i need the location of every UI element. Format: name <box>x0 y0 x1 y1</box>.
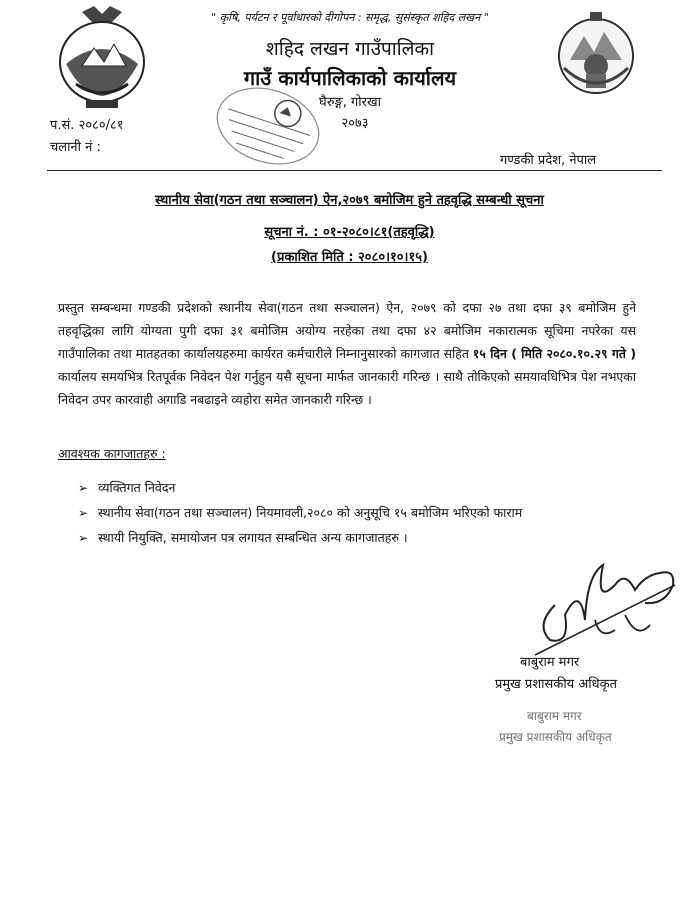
motto-text: " कृषि, पर्यटन र पूर्वाधारको दीगोपन : समृद्ध, सुसंस्कृत शहिद लखन " <box>211 11 489 24</box>
office-address: घैरुङ्ग, गोरखा <box>319 95 381 110</box>
list-item <box>78 528 522 553</box>
office-name: गाउँ कार्यपालिकाको कार्यालय <box>243 66 457 90</box>
documents-heading: आवश्यक कागजातहरु : <box>58 446 166 461</box>
body-deadline: १५ दिन ( मिति २०८०.१०.२९ गते ) <box>472 346 636 361</box>
arrow-bullet-icon: ➢ <box>78 481 89 495</box>
list-item <box>78 503 522 528</box>
arrow-bullet-icon: ➢ <box>78 531 89 545</box>
list-item-text: स्थानीय सेवा(गठन तथा सञ्चालन) नियमावली,२०८० को अनुसूचि १५ बमोजिम भरिएको फाराम <box>98 505 523 520</box>
municipality-logo-icon <box>556 12 636 97</box>
arrow-bullet-icon: ➢ <box>78 506 89 520</box>
signatory-name: बाबुराम मगर <box>520 655 580 670</box>
body-text-part2: कार्यालय समयभित्र रितपूर्वक निवेदन पेश गर्नुहुन यसै सूचना मार्फत जानकारी गरिन्छ । साथै तोकिएको समयावधिभित्र पेश नभएका निवेदन उपर कारवाही अगाडि नबढाइने व्यहोरा समेत जानकारी गरिन्छ । <box>58 369 636 407</box>
list-item-text: व्यक्तिगत निवेदन <box>98 480 176 495</box>
stamp-name: बाबुराम मगर <box>527 709 582 723</box>
signatory-title: प्रमुख प्रशासकीय अधिकृत <box>495 677 618 692</box>
body-text-part1: प्रस्तुत सम्बन्धमा गण्डकी प्रदेशको स्थानीय सेवा(गठन तथा सञ्चालन) ऐन, २०७९ को दफा २७ तथा दफा ३९ बमोजिम हुने तहवृद्धिका लागि योग्यता पुगी दफा ३१ बमोजिम अयोग्य नरहेका तथा दफा ४२ बमोजिम नकारात्मक सूचिमा नपरेका यस गाउँपालिका तथा मातहतका कार्यालयहरुमा कार्यरत कर्मचारीले निम्नानुसारको कागजात सहित <box>58 300 636 361</box>
notice-body <box>58 296 636 411</box>
list-item <box>78 478 522 503</box>
list-item-text: स्थायी नियुक्ति, समायोजन पत्र लगायत सम्बन्धित अन्य कागजातहरु । <box>98 530 408 545</box>
municipality-name: शहिद लखन गाउँपालिका <box>265 38 435 60</box>
province-name: गण्डकी प्रदेश, नेपाल <box>500 153 597 168</box>
stamp-title: प्रमुख प्रशासकीय अधिकृत <box>499 730 612 744</box>
handwritten-signature-icon <box>525 545 685 665</box>
header-divider <box>47 170 662 171</box>
dispatch-number: चलानी नं : <box>50 140 101 155</box>
notice-subject: स्थानीय सेवा(गठन तथा सञ्चालन) ऐन,२०७९ बमोजिम हुने तहवृद्धि सम्बन्धी सूचना <box>155 193 544 208</box>
documents-list <box>78 478 522 553</box>
notice-number: सूचना नं. : ०१-२०८०।८१(तहवृद्धि) <box>264 225 435 240</box>
established-year: २०७३ <box>341 116 369 131</box>
published-date: (प्रकाशित मिति : २०८०।१०।१५) <box>271 250 428 265</box>
reference-number: प.सं. २०८०/८१ <box>50 118 124 133</box>
government-emblem-icon <box>52 4 152 114</box>
